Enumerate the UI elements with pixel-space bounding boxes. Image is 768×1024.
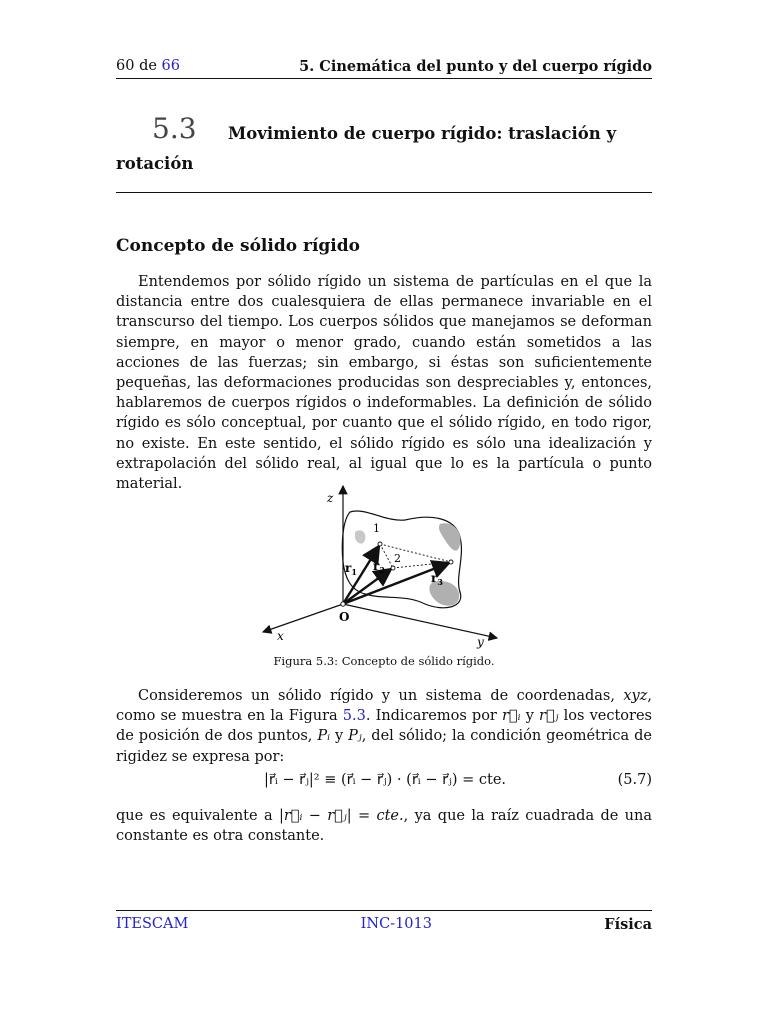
section-title: Movimiento de cuerpo rígido: traslación y — [228, 124, 617, 143]
subsection-title: Concepto de sólido rígido — [116, 236, 360, 256]
rigid-body-figure — [255, 482, 515, 652]
label-point-2: 2 — [394, 552, 401, 565]
chapter-title: 5. Cinemática del punto y del cuerpo rígido — [299, 58, 652, 75]
label-point-1: 1 — [373, 522, 380, 535]
label-y: y — [477, 635, 484, 649]
paragraph-equivalence: que es equivalente a |r⃗ᵢ − r⃗ⱼ| = cte., ya que la raíz cuadrada de una constante es otra constante. — [116, 808, 652, 845]
footer-institution-link[interactable]: ITESCAM — [116, 916, 189, 932]
equation-number: (5.7) — [617, 772, 652, 788]
paragraph-coordinates: Consideremos un sólido rígido y un sistema de coordenadas, xyz, como se muestra en la Figura 5.3. Indicaremos por r⃗ᵢ y r⃗ⱼ los vectores de posición de dos puntos, Pᵢ y Pⱼ, del sólido; la condición geométrica de rigidez se expresa por: — [116, 688, 652, 765]
footer-course-link[interactable]: INC-1013 — [360, 916, 432, 932]
header-rule — [116, 78, 652, 79]
origin-marker — [341, 602, 345, 606]
page-header — [116, 58, 652, 75]
y-axis — [343, 604, 497, 638]
label-x: x — [277, 629, 284, 643]
point-1-marker — [378, 542, 382, 546]
point-2-marker — [391, 566, 395, 570]
figure-ref-link[interactable]: 5.3 — [342, 708, 366, 725]
equation-body: |r⃗ᵢ − r⃗ⱼ|² ≡ (r⃗ᵢ − r⃗ⱼ) · (r⃗ᵢ − r⃗ⱼ) = cte. — [264, 772, 507, 788]
section-number: 5.3 — [152, 112, 197, 145]
label-r2: $r_2$ — [373, 559, 385, 575]
label-r1: $r_1$ — [345, 561, 357, 577]
section-title-continued: rotación — [116, 154, 194, 173]
paragraph-definition: Entendemos por sólido rígido un sistema de partículas en el que la distancia entre dos cualesquiera de ellas permanece invariable en el transcurso del tiempo. Los cuerpos sólidos que manejamos se deforman siempre, en mayor o menor grado, cuando están sometidos a las acciones de las fuerzas; sin embargo, si éstas son suficientemente pequeñas, las deformaciones producidas son despreciables y, entonces, hablaremos de cuerpos rígidos o indeformables. La definición de sólido rígido es sólo conceptual, por cuanto que el sólido rígido, en todo rigor, no existe. En este sentido, el sólido rígido es sólo una idealización y extrapolación del sólido real, al igual que lo es la partícula o punto material. — [116, 274, 652, 493]
label-origin: O — [339, 610, 350, 624]
total-pages-link[interactable]: 66 — [161, 58, 180, 74]
label-z: z — [327, 491, 334, 505]
section-rule — [116, 192, 652, 193]
footer-subject: Física — [604, 916, 652, 933]
page-counter: 60 de 66 — [116, 58, 180, 74]
footer-rule — [116, 910, 652, 911]
label-r3: $r_3$ — [431, 571, 443, 587]
x-axis — [263, 604, 343, 632]
page-footer — [116, 916, 652, 933]
figure-caption: Figura 5.3: Concepto de sólido rígido. — [273, 654, 495, 668]
point-3-marker — [449, 560, 453, 564]
